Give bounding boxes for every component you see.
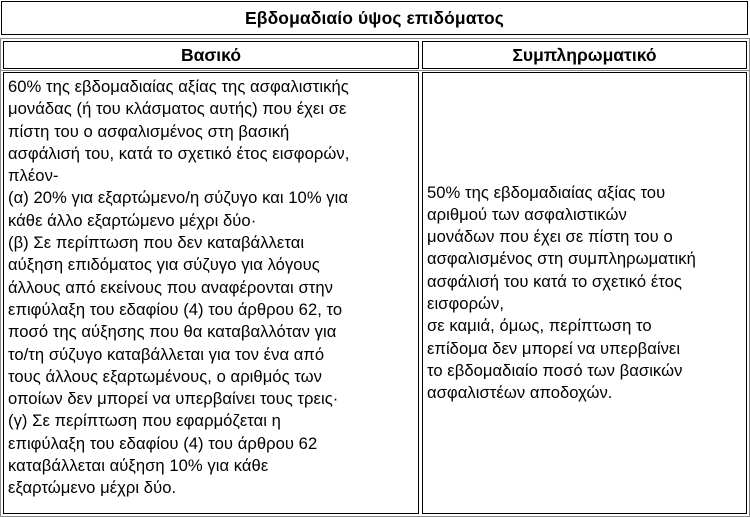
basic-text-line: πίστη του ο ασφαλισμένος στη βασική bbox=[8, 121, 290, 141]
supplementary-text-line: μονάδων που έχει σε πίστη του ο bbox=[427, 227, 673, 247]
basic-text-line: μονάδας (ή του κλάσματος αυτής) που έχει σε bbox=[8, 99, 347, 119]
basic-text-line: ασφάλισή του, κατά το σχετικό έτος εισφορών, bbox=[8, 143, 350, 163]
supplementary-text-line: το εβδομαδιαίο ποσό των βασικών bbox=[427, 360, 683, 380]
basic-text-line: κάθε άλλο εξαρτώμενο μέχρι δύο· bbox=[8, 210, 257, 230]
basic-text-line: οποίων δεν μπορεί να υπερβαίνει τους τρεις· bbox=[8, 389, 339, 409]
basic-text-line: επιφύλαξη του εδαφίου (4) του άρθρου 62, το bbox=[8, 299, 343, 319]
basic-text-line: τους άλλους εξαρτωμένους, ο αριθμός των bbox=[8, 366, 323, 386]
supplementary-text-line: σε καμιά, όμως, περίπτωση το bbox=[427, 316, 652, 336]
basic-text-line: 60% της εβδομαδιαίας αξίας της ασφαλιστικής bbox=[8, 77, 349, 96]
supplementary-text-line: ασφάλισή του κατά το σχετικό έτος bbox=[427, 271, 682, 291]
basic-text-line: πλέον- bbox=[8, 166, 59, 186]
basic-text-line: αύξηση επιδόματος για σύζυγο για λόγους bbox=[8, 255, 320, 275]
basic-text-line: (γ) Σε περίπτωση που εφαρμόζεται η bbox=[8, 411, 281, 431]
basic-text-line: άλλους από εκείνους που αναφέρονται στην bbox=[8, 277, 333, 297]
supplementary-text-line: ασφαλισμένος στη συμπληρωματική bbox=[427, 249, 696, 269]
basic-text-line: επιφύλαξη του εδαφίου (4) του άρθρου 62 bbox=[8, 433, 318, 453]
basic-text-line: εξαρτώμενο μέχρι δύο. bbox=[8, 478, 177, 498]
basic-benefit-cell bbox=[3, 72, 419, 514]
supplementary-text-block bbox=[427, 182, 696, 405]
basic-text-line: το/τη σύζυγο καταβάλλεται για τον ένα από bbox=[8, 344, 325, 364]
supplementary-text-line: επίδομα δεν μπορεί να υπερβαίνει bbox=[427, 338, 681, 358]
supplementary-text-line: αριθμού των ασφαλιστικών bbox=[427, 204, 627, 224]
supplementary-text-line: 50% της εβδομαδιαίας αξίας του bbox=[427, 182, 666, 202]
column-header-basic: Βασικό bbox=[3, 41, 419, 69]
supplementary-text-line: εισφορών, bbox=[427, 294, 505, 313]
column-header-supplementary: Συμπληρωματικό bbox=[422, 41, 747, 69]
table-title: Εβδομαδιαίο ύψος επιδόματος bbox=[1, 1, 748, 35]
header-divider bbox=[0, 70, 750, 71]
basic-text-line: (β) Σε περίπτωση που δεν καταβάλλεται bbox=[8, 233, 305, 253]
supplementary-benefit-cell bbox=[422, 72, 747, 514]
supplementary-text-line: ασφαλιστέων αποδοχών. bbox=[427, 383, 613, 403]
basic-text-line: καταβάλλεται αύξηση 10% για κάθε bbox=[8, 456, 269, 476]
basic-text-line: ποσό της αύξησης που θα καταβαλλόταν για bbox=[8, 322, 337, 342]
basic-text-line: (α) 20% για εξαρτώμενο/η σύζυγο και 10% για bbox=[8, 188, 349, 208]
